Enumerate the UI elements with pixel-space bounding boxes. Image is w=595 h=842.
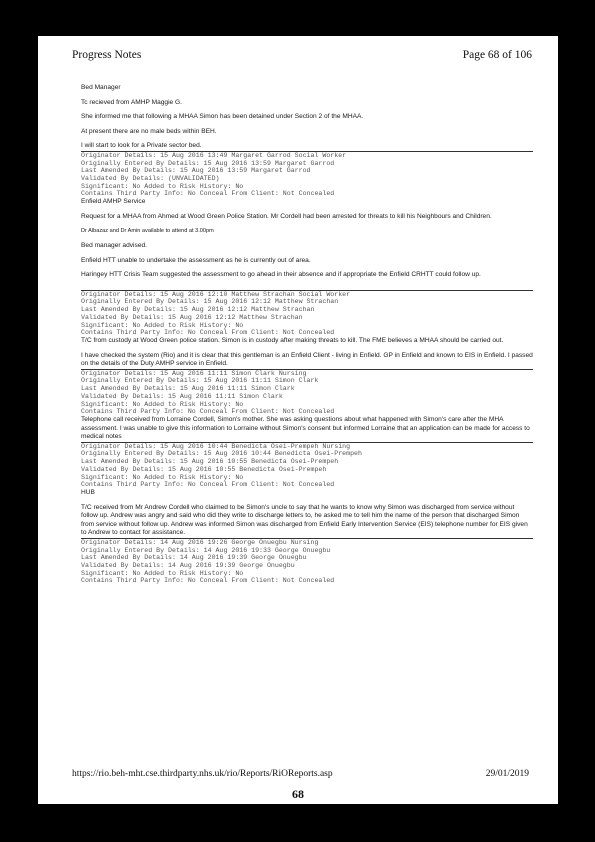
document-page: [38, 36, 558, 804]
page-number: 68: [292, 787, 304, 801]
originally-entered-details: Originally Entered By Details: 15 Aug 2016 12:12 Matthew Strachan: [81, 298, 339, 306]
note-paragraph: Telephone call received from Lorraine Cordell, Simon's mother. She was asking questions about what happened with Simon's care after the MHA assessment. I was unable to give this information to Lorraine without Simon's consent but informed Lorraine that an application can be made for access to medical notes: [81, 415, 530, 441]
originally-entered-details: Originally Entered By Details: 15 Aug 2016 13:59 Margaret Garrod: [81, 159, 335, 167]
note-paragraph: Enfield HTT unable to undertake the assessment as he is currently out of area.: [81, 256, 311, 264]
note-paragraph: She informed me that following a MHAA Simon has been detained under Section 2 of the MHAA.: [81, 113, 364, 121]
last-amended-details: Last Amended By Details: 15 Aug 2016 13:59 Margaret Garrod: [81, 167, 311, 175]
note-entry: [81, 369, 533, 442]
note-paragraph: I have checked the system (Rio) and it is clear that this gentleman is an Enfield Client - living in Enfield. GP in Enfield and known to EIS in Enfield. I passed on the details of the Duty AMHP service in Enfield.: [81, 351, 533, 368]
third-party-details: Contains Third Party Info: No Conceal From Client: Not Concealed: [81, 481, 335, 489]
validated-details: Validated By Details: 15 Aug 2016 11:11 Simon Clark: [81, 392, 283, 400]
originally-entered-details: Originally Entered By Details: 15 Aug 2016 11:11 Simon Clark: [81, 377, 319, 385]
third-party-details: Contains Third Party Info: No Conceal From Client: Not Concealed: [81, 329, 335, 337]
originator-details: Originator Details: 15 Aug 2016 11:11 Simon Clark Nursing: [81, 369, 307, 377]
note-paragraph: Dr Albazaz and Dr Amin available to attend at 3.00pm: [81, 228, 214, 235]
note-entry: [81, 538, 533, 585]
note-paragraph: Request for a MHAA from Ahmed at Wood Green Police Station. Mr Cordell had been arrested for threats to kill his Neighbours and Children.: [81, 212, 492, 220]
note-paragraph: Tc recieved from AMHP Maggie G.: [81, 98, 183, 106]
significance-details: Significant: No Added to Risk History: No: [81, 321, 244, 329]
note-entry: [81, 151, 533, 280]
page-title: Progress Notes: [72, 49, 142, 61]
note-paragraph: HUB: [81, 488, 95, 496]
last-amended-details: Last Amended By Details: 15 Aug 2016 10:55 Benedicta Osei-Prempeh: [81, 458, 339, 466]
last-amended-details: Last Amended By Details: 14 Aug 2016 19:39 George Onuegbu: [81, 554, 307, 562]
note-paragraph: At present there are no male beds within BEH.: [81, 127, 217, 135]
note-paragraph: T/C from custody at Wood Green police station. Simon is in custody after making threats to kill. The FME believes a MHAA should be carried out.: [81, 336, 504, 344]
third-party-details: Contains Third Party Info: No Conceal From Client: Not Concealed: [81, 408, 335, 416]
last-amended-details: Last Amended By Details: 15 Aug 2016 12:12 Matthew Strachan: [81, 306, 315, 314]
report-url: https://rio.beh-mht.cse.thirdparty.nhs.uk/rio/Reports/RiOReports.asp: [72, 769, 333, 779]
last-amended-details: Last Amended By Details: 15 Aug 2016 11:11 Simon Clark: [81, 385, 295, 393]
originator-details: Originator Details: 14 Aug 2016 19:26 George Onuegbu Nursing: [81, 538, 319, 546]
significance-details: Significant: No Added to Risk History: No: [81, 473, 244, 481]
third-party-details: Contains Third Party Info: No Conceal From Client: Not Concealed: [81, 190, 335, 198]
validated-details: Validated By Details: 14 Aug 2016 19:39 George Onuegbu: [81, 562, 295, 570]
notes-body: [81, 84, 533, 585]
validated-details: Validated By Details: 15 Aug 2016 12:12 Matthew Strachan: [81, 313, 303, 321]
originally-entered-details: Originally Entered By Details: 14 Aug 2016 19:33 George Onuegbu: [81, 546, 331, 554]
validated-details: Validated By Details: (UNVALIDATED): [81, 175, 220, 183]
significance-details: Significant: No Added to Risk History: No: [81, 400, 244, 408]
note-paragraph: Enfield AMHP Service: [81, 198, 146, 206]
significance-details: Significant: No Added to Risk History: No: [81, 569, 244, 577]
page-count: Page 68 of 106: [462, 49, 532, 61]
note-paragraph: Haringey HTT Crisis Team suggested the assessment to go ahead in their absence and if appropriate the Enfield CRHTT could follow up.: [81, 271, 481, 279]
third-party-details: Contains Third Party Info: No Conceal From Client: Not Concealed: [81, 577, 335, 585]
note-entry: [81, 442, 533, 538]
note-entry: [81, 290, 533, 369]
originator-details: Originator Details: 15 Aug 2016 10:44 Benedicta Osei-Prempeh Nursing: [81, 442, 351, 450]
note-paragraph: T/C received from Mr Andrew Cordell who claimed to be Simon's uncle to say that he wants to know why Simon was discharged from service without follow up. Andrew was angry and said who did they write to discharge letters to, he asked me to tell him the name of the person that discharged Simon from service without follow up. Andrew was informed Simon was discharged from Enfield Early Intervention Service (EIS) telephone number for EIS given to Andrew to contact for assistance.: [81, 503, 528, 537]
note-text-block-top: [81, 84, 533, 151]
note-paragraph: Bed Manager: [81, 84, 121, 91]
originator-details: Originator Details: 15 Aug 2016 13:49 Margaret Garrod Social Worker: [81, 151, 347, 159]
significance-details: Significant: No Added to Risk History: No: [81, 182, 244, 190]
note-paragraph: I will start to look for a Private sector bed.: [81, 142, 202, 150]
originally-entered-details: Originally Entered By Details: 15 Aug 2016 10:44 Benedicta Osei-Prempeh: [81, 450, 362, 458]
print-date: 29/01/2019: [485, 769, 529, 779]
note-paragraph: Bed manager advised.: [81, 241, 147, 249]
originator-details: Originator Details: 15 Aug 2016 12:10 Matthew Strachan Social Worker: [81, 290, 351, 298]
validated-details: Validated By Details: 15 Aug 2016 10:55 Benedicta Osei-Prempeh: [81, 465, 327, 473]
